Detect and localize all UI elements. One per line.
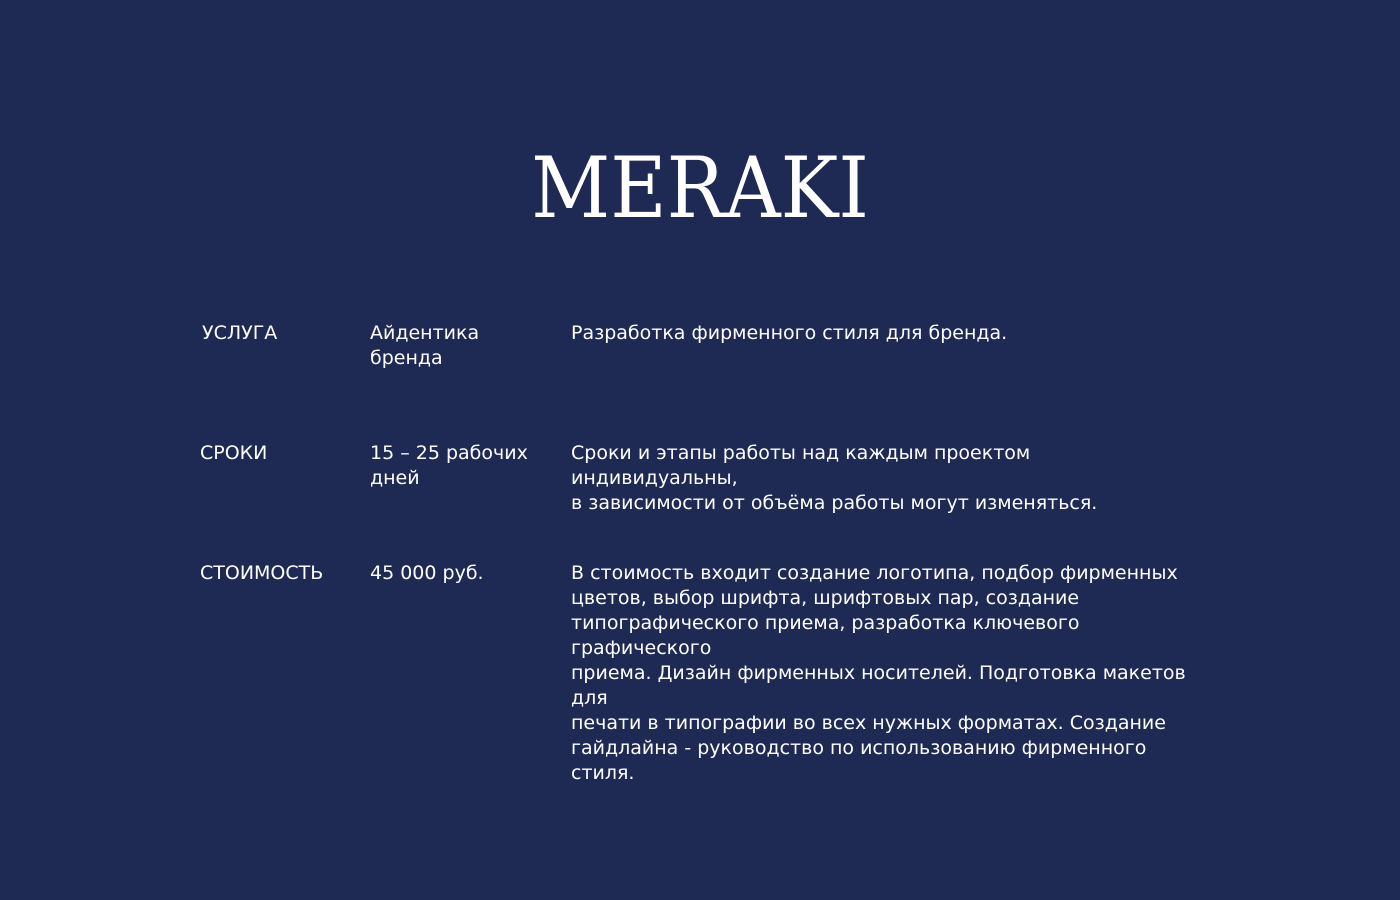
row-value-line: дней bbox=[370, 467, 420, 489]
row-description-line: Разработка фирменного стиля для бренда. bbox=[571, 322, 1008, 344]
row-value bbox=[370, 441, 550, 491]
row-label: СТОИМОСТЬ bbox=[200, 562, 324, 584]
row-value-line: Айдентика bbox=[370, 322, 480, 344]
row-description-line: печати в типографии во всех нужных форматах. Создание bbox=[571, 712, 1166, 734]
row-label: УСЛУГА bbox=[202, 322, 278, 344]
row-value-line: бренда bbox=[370, 347, 443, 369]
brand-logo: MERAKI bbox=[531, 139, 869, 237]
row-description bbox=[571, 441, 1201, 516]
row-description bbox=[571, 321, 1201, 346]
row-description-line: приема. Дизайн фирменных носителей. Подготовка макетов для bbox=[571, 662, 1186, 709]
row-description-line: цветов, выбор шрифта, шрифтовых пар, создание bbox=[571, 587, 1080, 609]
row-description bbox=[571, 561, 1201, 786]
row-description-line: Сроки и этапы работы над каждым проектом индивидуальны, bbox=[571, 442, 1031, 489]
row-value bbox=[370, 321, 550, 371]
row-description-line: гайдлайна - руководство по использованию фирменного стиля. bbox=[571, 737, 1147, 784]
row-label: СРОКИ bbox=[200, 442, 268, 464]
row-value-line: 15 – 25 рабочих bbox=[370, 442, 528, 464]
row-value bbox=[370, 561, 550, 586]
row-description-line: типографического приема, разработка ключевого графического bbox=[571, 612, 1080, 659]
row-description-line: В стоимость входит создание логотипа, подбор фирменных bbox=[571, 562, 1178, 584]
row-description-line: в зависимости от объёма работы могут изменяться. bbox=[571, 492, 1098, 514]
row-value-line: 45 000 руб. bbox=[370, 562, 484, 584]
